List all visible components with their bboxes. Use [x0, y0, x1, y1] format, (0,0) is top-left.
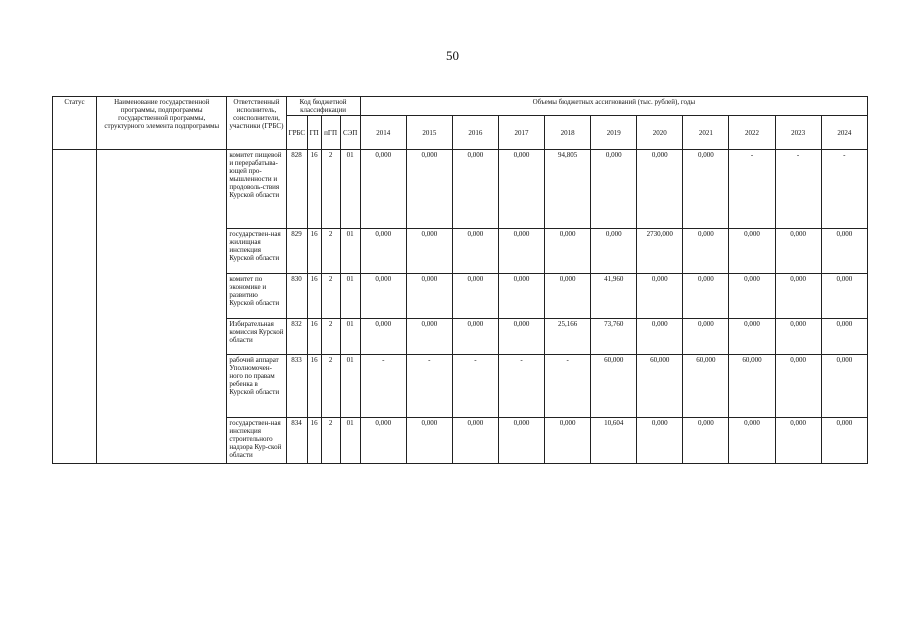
- code-pgp: 2: [321, 274, 340, 319]
- value-cell: 0,000: [406, 229, 452, 274]
- code-grbs: 834: [286, 418, 307, 464]
- value-cell: 0,000: [683, 418, 729, 464]
- value-cell: 0,000: [775, 355, 821, 418]
- value-cell: 60,000: [729, 355, 775, 418]
- value-cell: 0,000: [591, 229, 637, 274]
- code-sep: 01: [340, 319, 360, 355]
- table-row: [53, 150, 868, 229]
- header-year: 2016: [452, 116, 498, 150]
- value-cell: 0,000: [775, 229, 821, 274]
- value-cell: -: [821, 150, 867, 229]
- value-cell: 25,166: [545, 319, 591, 355]
- value-cell: 0,000: [683, 319, 729, 355]
- value-cell: 0,000: [360, 274, 406, 319]
- value-cell: 0,000: [360, 229, 406, 274]
- value-cell: -: [729, 150, 775, 229]
- code-sep: 01: [340, 229, 360, 274]
- value-cell: 73,760: [591, 319, 637, 355]
- value-cell: 0,000: [360, 319, 406, 355]
- value-cell: 2730,000: [637, 229, 683, 274]
- value-cell: 0,000: [452, 150, 498, 229]
- value-cell: 0,000: [729, 418, 775, 464]
- grbs-name: государствен-ная инспекция строительного надзора Кур-ской области: [227, 418, 286, 464]
- value-cell: 0,000: [545, 418, 591, 464]
- value-cell: 0,000: [729, 319, 775, 355]
- value-cell: 0,000: [821, 355, 867, 418]
- code-grbs: 830: [286, 274, 307, 319]
- value-cell: -: [775, 150, 821, 229]
- value-cell: -: [545, 355, 591, 418]
- value-cell: 0,000: [360, 418, 406, 464]
- value-cell: 0,000: [729, 274, 775, 319]
- code-gp: 16: [307, 274, 321, 319]
- header-year: 2023: [775, 116, 821, 150]
- header-code-pgp: пГП: [321, 116, 340, 150]
- value-cell: 0,000: [545, 229, 591, 274]
- value-cell: -: [452, 355, 498, 418]
- header-year: 2015: [406, 116, 452, 150]
- header-name: Наименование государственной программы, подпрограммы государственной программы, структурного элемента подпрограммы: [97, 97, 227, 150]
- value-cell: 0,000: [591, 150, 637, 229]
- value-cell: 0,000: [360, 150, 406, 229]
- code-gp: 16: [307, 355, 321, 418]
- value-cell: 0,000: [775, 418, 821, 464]
- value-cell: -: [406, 355, 452, 418]
- value-cell: 0,000: [637, 274, 683, 319]
- code-gp: 16: [307, 150, 321, 229]
- value-cell: 0,000: [775, 319, 821, 355]
- header-code-group: Код бюджетной классификации: [286, 97, 360, 116]
- code-sep: 01: [340, 355, 360, 418]
- value-cell: 0,000: [637, 150, 683, 229]
- code-sep: 01: [340, 150, 360, 229]
- code-pgp: 2: [321, 150, 340, 229]
- value-cell: -: [360, 355, 406, 418]
- header-year: 2024: [821, 116, 867, 150]
- code-pgp: 2: [321, 355, 340, 418]
- value-cell: 0,000: [498, 274, 544, 319]
- code-grbs: 832: [286, 319, 307, 355]
- value-cell: 0,000: [406, 319, 452, 355]
- value-cell: 0,000: [498, 418, 544, 464]
- header-year: 2020: [637, 116, 683, 150]
- header-code-grbs: ГРБС: [286, 116, 307, 150]
- code-grbs: 833: [286, 355, 307, 418]
- grbs-name: комитет пищевой и перерабатыва-ющей про-мышленности и продоволь-ствия Курской области: [227, 150, 286, 229]
- value-cell: 60,000: [683, 355, 729, 418]
- header-volume-group: Объемы бюджетных ассигнований (тыс. рублей), годы: [360, 97, 867, 116]
- page-number: 50: [446, 48, 459, 63]
- program-name-cell: [97, 150, 227, 464]
- header-year: 2021: [683, 116, 729, 150]
- value-cell: 0,000: [821, 229, 867, 274]
- header-year: 2014: [360, 116, 406, 150]
- header-code-gp: ГП: [307, 116, 321, 150]
- code-grbs: 828: [286, 150, 307, 229]
- code-sep: 01: [340, 274, 360, 319]
- value-cell: 0,000: [821, 274, 867, 319]
- value-cell: 0,000: [452, 418, 498, 464]
- header-year: 2019: [591, 116, 637, 150]
- header-year: 2017: [498, 116, 544, 150]
- value-cell: 94,805: [545, 150, 591, 229]
- header-executor: Ответственный исполнитель, соисполнители, участники (ГРБС): [227, 97, 286, 150]
- budget-table: [52, 96, 868, 464]
- value-cell: 60,000: [637, 355, 683, 418]
- value-cell: 60,000: [591, 355, 637, 418]
- status-cell: [53, 150, 97, 464]
- value-cell: 0,000: [683, 229, 729, 274]
- value-cell: 0,000: [729, 229, 775, 274]
- header-year: 2022: [729, 116, 775, 150]
- grbs-name: комитет по экономике и развитию Курской области: [227, 274, 286, 319]
- value-cell: 0,000: [452, 274, 498, 319]
- value-cell: 0,000: [498, 229, 544, 274]
- grbs-name: Избирательная комиссия Курской области: [227, 319, 286, 355]
- code-grbs: 829: [286, 229, 307, 274]
- code-gp: 16: [307, 418, 321, 464]
- grbs-name: государствен-ная жилищная инспекция Курской области: [227, 229, 286, 274]
- value-cell: 0,000: [498, 319, 544, 355]
- value-cell: 0,000: [637, 418, 683, 464]
- code-pgp: 2: [321, 319, 340, 355]
- value-cell: 0,000: [452, 229, 498, 274]
- code-pgp: 2: [321, 229, 340, 274]
- value-cell: 0,000: [406, 274, 452, 319]
- code-pgp: 2: [321, 418, 340, 464]
- code-gp: 16: [307, 229, 321, 274]
- code-gp: 16: [307, 319, 321, 355]
- value-cell: 0,000: [406, 418, 452, 464]
- header-year: 2018: [545, 116, 591, 150]
- value-cell: 0,000: [821, 418, 867, 464]
- code-sep: 01: [340, 418, 360, 464]
- value-cell: 0,000: [545, 274, 591, 319]
- value-cell: 0,000: [775, 274, 821, 319]
- value-cell: 0,000: [498, 150, 544, 229]
- value-cell: 41,960: [591, 274, 637, 319]
- value-cell: 0,000: [452, 319, 498, 355]
- value-cell: 0,000: [683, 274, 729, 319]
- value-cell: 0,000: [821, 319, 867, 355]
- value-cell: 0,000: [683, 150, 729, 229]
- value-cell: 0,000: [406, 150, 452, 229]
- header-code-sep: СЭП: [340, 116, 360, 150]
- grbs-name: рабочий аппарат Уполномочен-ного по правам ребенка в Курской области: [227, 355, 286, 418]
- value-cell: 0,000: [637, 319, 683, 355]
- value-cell: 10,604: [591, 418, 637, 464]
- value-cell: -: [498, 355, 544, 418]
- header-status: Статус: [53, 97, 97, 150]
